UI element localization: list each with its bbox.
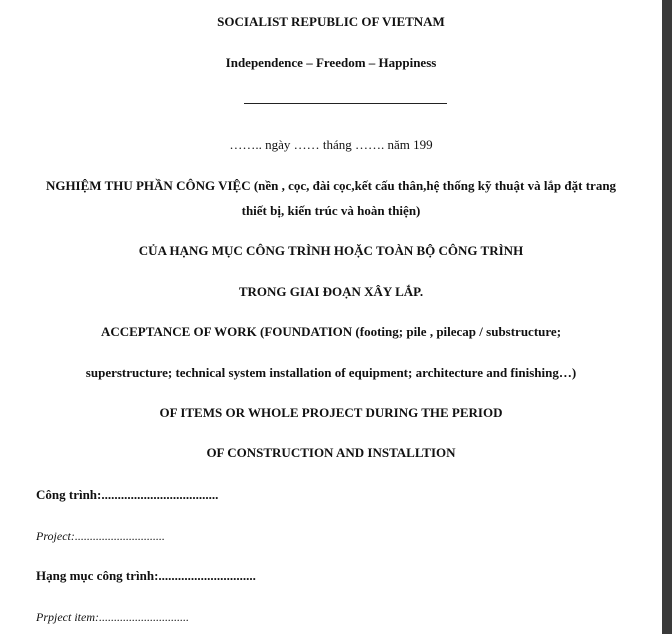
title-en-line-2: superstructure; technical system installation of equipment; architecture and finishing…) xyxy=(85,365,577,380)
project-item-field: Prpject item:.............................. xyxy=(36,610,189,624)
country-heading: SOCIALIST REPUBLIC OF VIETNAM xyxy=(217,14,445,29)
divider-rule xyxy=(244,103,447,104)
title-vn-line-2: thiết bị, kiến trúc và hoàn thiện) xyxy=(241,203,421,218)
title-vn-line-1: NGHIỆM THU PHẦN CÔNG VIỆC (nền , cọc, đài cọc,kết cấu thân,hệ thống kỹ thuật và lắp đặt trang xyxy=(45,178,617,193)
title-en-line-1: ACCEPTANCE OF WORK (FOUNDATION (footing; pile , pilecap / substructure; xyxy=(100,324,562,339)
scrollbar-track[interactable] xyxy=(662,0,672,634)
title-vn-line-3: CỦA HẠNG MỤC CÔNG TRÌNH HOẶC TOÀN BỘ CÔNG TRÌNH xyxy=(138,243,524,258)
title-en-line-3: OF ITEMS OR WHOLE PROJECT DURING THE PERIOD xyxy=(159,405,503,420)
cong-trinh-field: Công trình:.................................... xyxy=(36,487,219,502)
motto: Independence – Freedom – Happiness xyxy=(225,55,437,70)
project-field: Project:.............................. xyxy=(36,529,165,543)
date-line: …….. ngày …… tháng ……. năm 199 xyxy=(229,137,433,152)
title-vn-line-4: TRONG GIAI ĐOẠN XÂY LẮP. xyxy=(238,284,424,299)
title-en-line-4: OF CONSTRUCTION AND INSTALLTION xyxy=(206,445,456,460)
hang-muc-field: Hạng mục công trình:.............................. xyxy=(36,568,256,583)
